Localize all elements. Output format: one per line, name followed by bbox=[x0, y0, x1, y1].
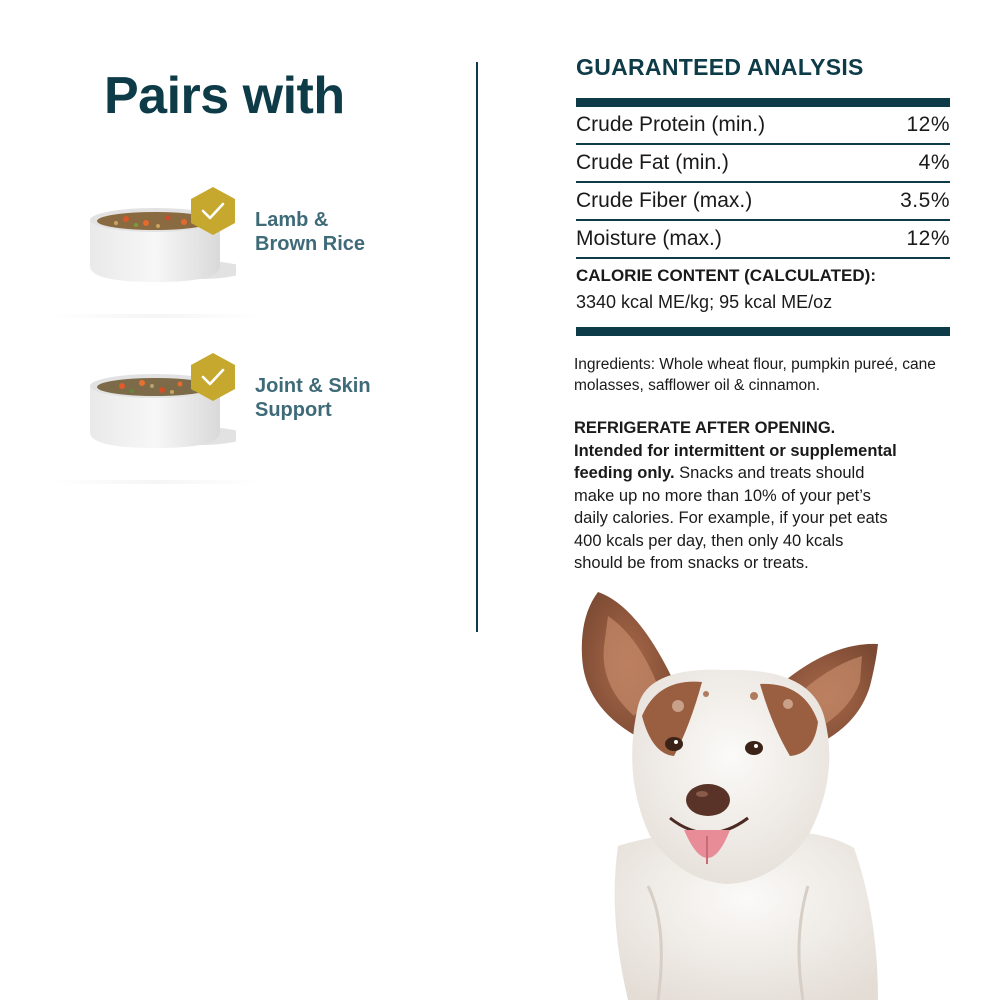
feeding-instructions bbox=[574, 417, 959, 575]
refrigerate-notice: REFRIGERATE AFTER OPENING. bbox=[574, 419, 836, 437]
feeding-bold-line: Intended for intermittent or supplemental bbox=[574, 441, 897, 460]
analysis-value: 12% bbox=[906, 113, 950, 136]
analysis-label: Crude Fiber (max.) bbox=[576, 189, 753, 212]
pair-label-line: Brown Rice bbox=[255, 233, 366, 255]
analysis-row bbox=[576, 107, 950, 145]
dog-image bbox=[578, 586, 888, 1000]
check-icon bbox=[190, 186, 236, 236]
check-icon bbox=[190, 352, 236, 402]
column-divider bbox=[476, 62, 478, 632]
analysis-top-bar bbox=[576, 98, 950, 107]
calorie-value: 3340 kcal ME/kg; 95 kcal ME/oz bbox=[576, 292, 833, 312]
feeding-line bbox=[574, 462, 959, 485]
analysis-bottom-bar bbox=[576, 327, 950, 336]
feeding-bold-line: feeding only. bbox=[574, 464, 675, 482]
pair-label bbox=[255, 208, 405, 256]
pair-label bbox=[255, 374, 405, 422]
feeding-line: daily calories. For example, if your pet eats bbox=[574, 509, 888, 527]
feeding-line: make up no more than 10% of your pet’s bbox=[574, 486, 871, 505]
shadow-divider bbox=[50, 480, 260, 484]
pair-item-lamb[interactable] bbox=[86, 186, 406, 296]
pairs-title: Pairs with bbox=[104, 67, 345, 125]
analysis-row bbox=[576, 221, 950, 259]
shadow-divider bbox=[50, 314, 260, 318]
analysis-value: 3.5% bbox=[900, 189, 950, 212]
analysis-label: Crude Protein (min.) bbox=[576, 113, 766, 136]
pair-label-line: Joint & Skin bbox=[255, 375, 371, 397]
feeding-text: Snacks and treats should bbox=[674, 464, 865, 482]
analysis-value: 4% bbox=[918, 151, 950, 174]
analysis-title: GUARANTEED ANALYSIS bbox=[576, 54, 864, 80]
pair-item-joint-skin[interactable] bbox=[86, 352, 406, 462]
feeding-line: 400 kcals per day, then only 40 kcals bbox=[574, 531, 844, 550]
analysis-row bbox=[576, 183, 950, 221]
analysis-label: Moisture (max.) bbox=[576, 227, 722, 250]
analysis-value: 12% bbox=[906, 227, 950, 250]
analysis-label: Crude Fat (min.) bbox=[576, 151, 729, 174]
feeding-line: should be from snacks or treats. bbox=[574, 554, 809, 572]
analysis-row bbox=[576, 145, 950, 183]
analysis-table bbox=[576, 107, 950, 259]
pair-label-line: Support bbox=[255, 399, 332, 421]
ingredients-text: Ingredients: Whole wheat flour, pumpkin pureé, cane molasses, safflower oil & cinnamon. bbox=[574, 356, 936, 394]
pair-label-line: Lamb & bbox=[255, 209, 329, 231]
calorie-heading: CALORIE CONTENT (CALCULATED): bbox=[576, 266, 876, 285]
